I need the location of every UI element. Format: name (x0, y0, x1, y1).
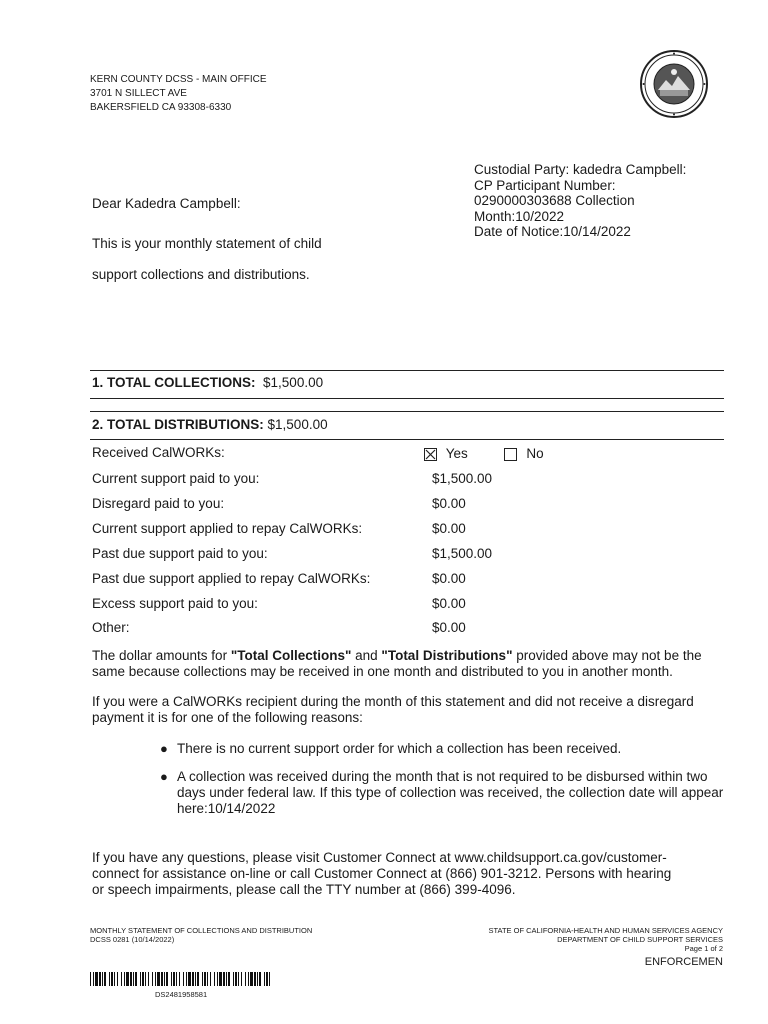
agency-name: STATE OF CALIFORNIA-HEALTH AND HUMAN SERVICES AGENCY (488, 926, 723, 935)
bullet-icon: ● (160, 741, 168, 756)
barcode-icon (90, 972, 272, 986)
row-value: $0.00 (432, 596, 466, 611)
total-distributions-label: 2. TOTAL DISTRIBUTIONS: (92, 417, 264, 432)
no-checkbox[interactable] (504, 448, 517, 461)
row-value: $1,500.00 (432, 546, 493, 561)
address-line: 3701 N SILLECT AVE (90, 88, 187, 99)
row-label: Past due support applied to repay CalWORKs: (92, 571, 371, 586)
address-line: KERN COUNTY DCSS - MAIN OFFICE (90, 74, 267, 85)
total-distributions (92, 417, 328, 432)
total-distributions-value: $1,500.00 (267, 417, 328, 432)
form-title: MONTHLY STATEMENT OF COLLECTIONS AND DISTRIBUTION (90, 926, 313, 935)
row-label: Past due support paid to you: (92, 546, 268, 561)
amounts-note (92, 648, 728, 680)
custodial-party-info (474, 162, 686, 240)
row-value: $0.00 (432, 521, 466, 536)
intro-line: support collections and distributions. (92, 267, 310, 282)
row-value: $0.00 (432, 571, 466, 586)
total-collections-label: 1. TOTAL COLLECTIONS: (92, 375, 256, 390)
greeting: Dear Kadedra Campbell: (92, 196, 241, 211)
form-info (90, 926, 312, 944)
check-x-icon (425, 449, 436, 460)
row-label: Current support applied to repay CalWORKs: (92, 521, 363, 536)
yes-checkbox[interactable] (424, 448, 437, 461)
custodial-line: Month:10/2022 (474, 208, 565, 224)
row-label: Other: (92, 620, 130, 635)
note-text: The dollar amounts for (92, 648, 231, 663)
reason-2: A collection was received during the month that is not required to be disbursed within two days under federal law. If this type of collection was received, the collection date will appear here:10/14/2022 (177, 769, 724, 816)
agency-info (489, 926, 724, 953)
contact-info: If you have any questions, please visit Customer Connect at www.childsupport.ca.gov/customer-connect for assistance on-line or call Customer Connect at (866) 901-3212. Persons with hearing or speech impairments, please call the TTY number at (866) 399-4096. (92, 850, 672, 897)
row-value: $0.00 (432, 620, 466, 635)
divider (90, 411, 724, 412)
calworks-options (424, 446, 544, 461)
divider (90, 398, 724, 399)
custodial-line: Custodial Party: kadedra Campbell: (474, 162, 687, 177)
divider (90, 439, 724, 440)
address-line: BAKERSFIELD CA 93308-6330 (90, 102, 232, 113)
barcode-number: DS2481958581 (155, 990, 208, 999)
reason-1: There is no current support order for which a collection has been received. (177, 741, 622, 756)
page-number: Page 1 of 2 (684, 944, 723, 953)
office-address (90, 73, 267, 115)
divider (90, 370, 724, 371)
row-label: Excess support paid to you: (92, 596, 258, 611)
row-label: Current support paid to you: (92, 471, 260, 486)
total-collections (92, 375, 323, 390)
calworks-label: Received CalWORKs: (92, 445, 225, 460)
disregard-note: If you were a CalWORKs recipient during the month of this statement and did not receive a disregard payment it is for one of the following reasons: (92, 694, 694, 725)
note-text: provided above may not be the same because collections may be received in one month and distributed to you in another month. (92, 648, 702, 679)
no-label: No (526, 446, 544, 461)
bullet-icon: ● (160, 769, 168, 784)
custodial-line: Date of Notice:10/14/2022 (474, 224, 631, 239)
custodial-line: CP Participant Number: (474, 177, 616, 193)
row-value: $0.00 (432, 496, 466, 511)
form-number: DCSS 0281 (10/14/2022) (90, 935, 175, 944)
row-label: Disregard paid to you: (92, 496, 225, 511)
county-seal-icon (640, 50, 708, 118)
intro-text (92, 228, 352, 290)
yes-label: Yes (445, 446, 468, 461)
enforcement-label: ENFORCEMEN (644, 956, 723, 968)
custodial-line: 0290000303688 Collection (474, 193, 635, 208)
total-collections-value: $1,500.00 (263, 375, 324, 390)
note-bold: "Total Collections" (230, 648, 352, 663)
intro-line: This is your monthly statement of child (92, 236, 322, 251)
row-value: $1,500.00 (432, 471, 493, 486)
note-text: and (351, 648, 382, 663)
department-name: DEPARTMENT OF CHILD SUPPORT SERVICES (557, 935, 723, 944)
note-bold: "Total Distributions" (381, 648, 513, 663)
